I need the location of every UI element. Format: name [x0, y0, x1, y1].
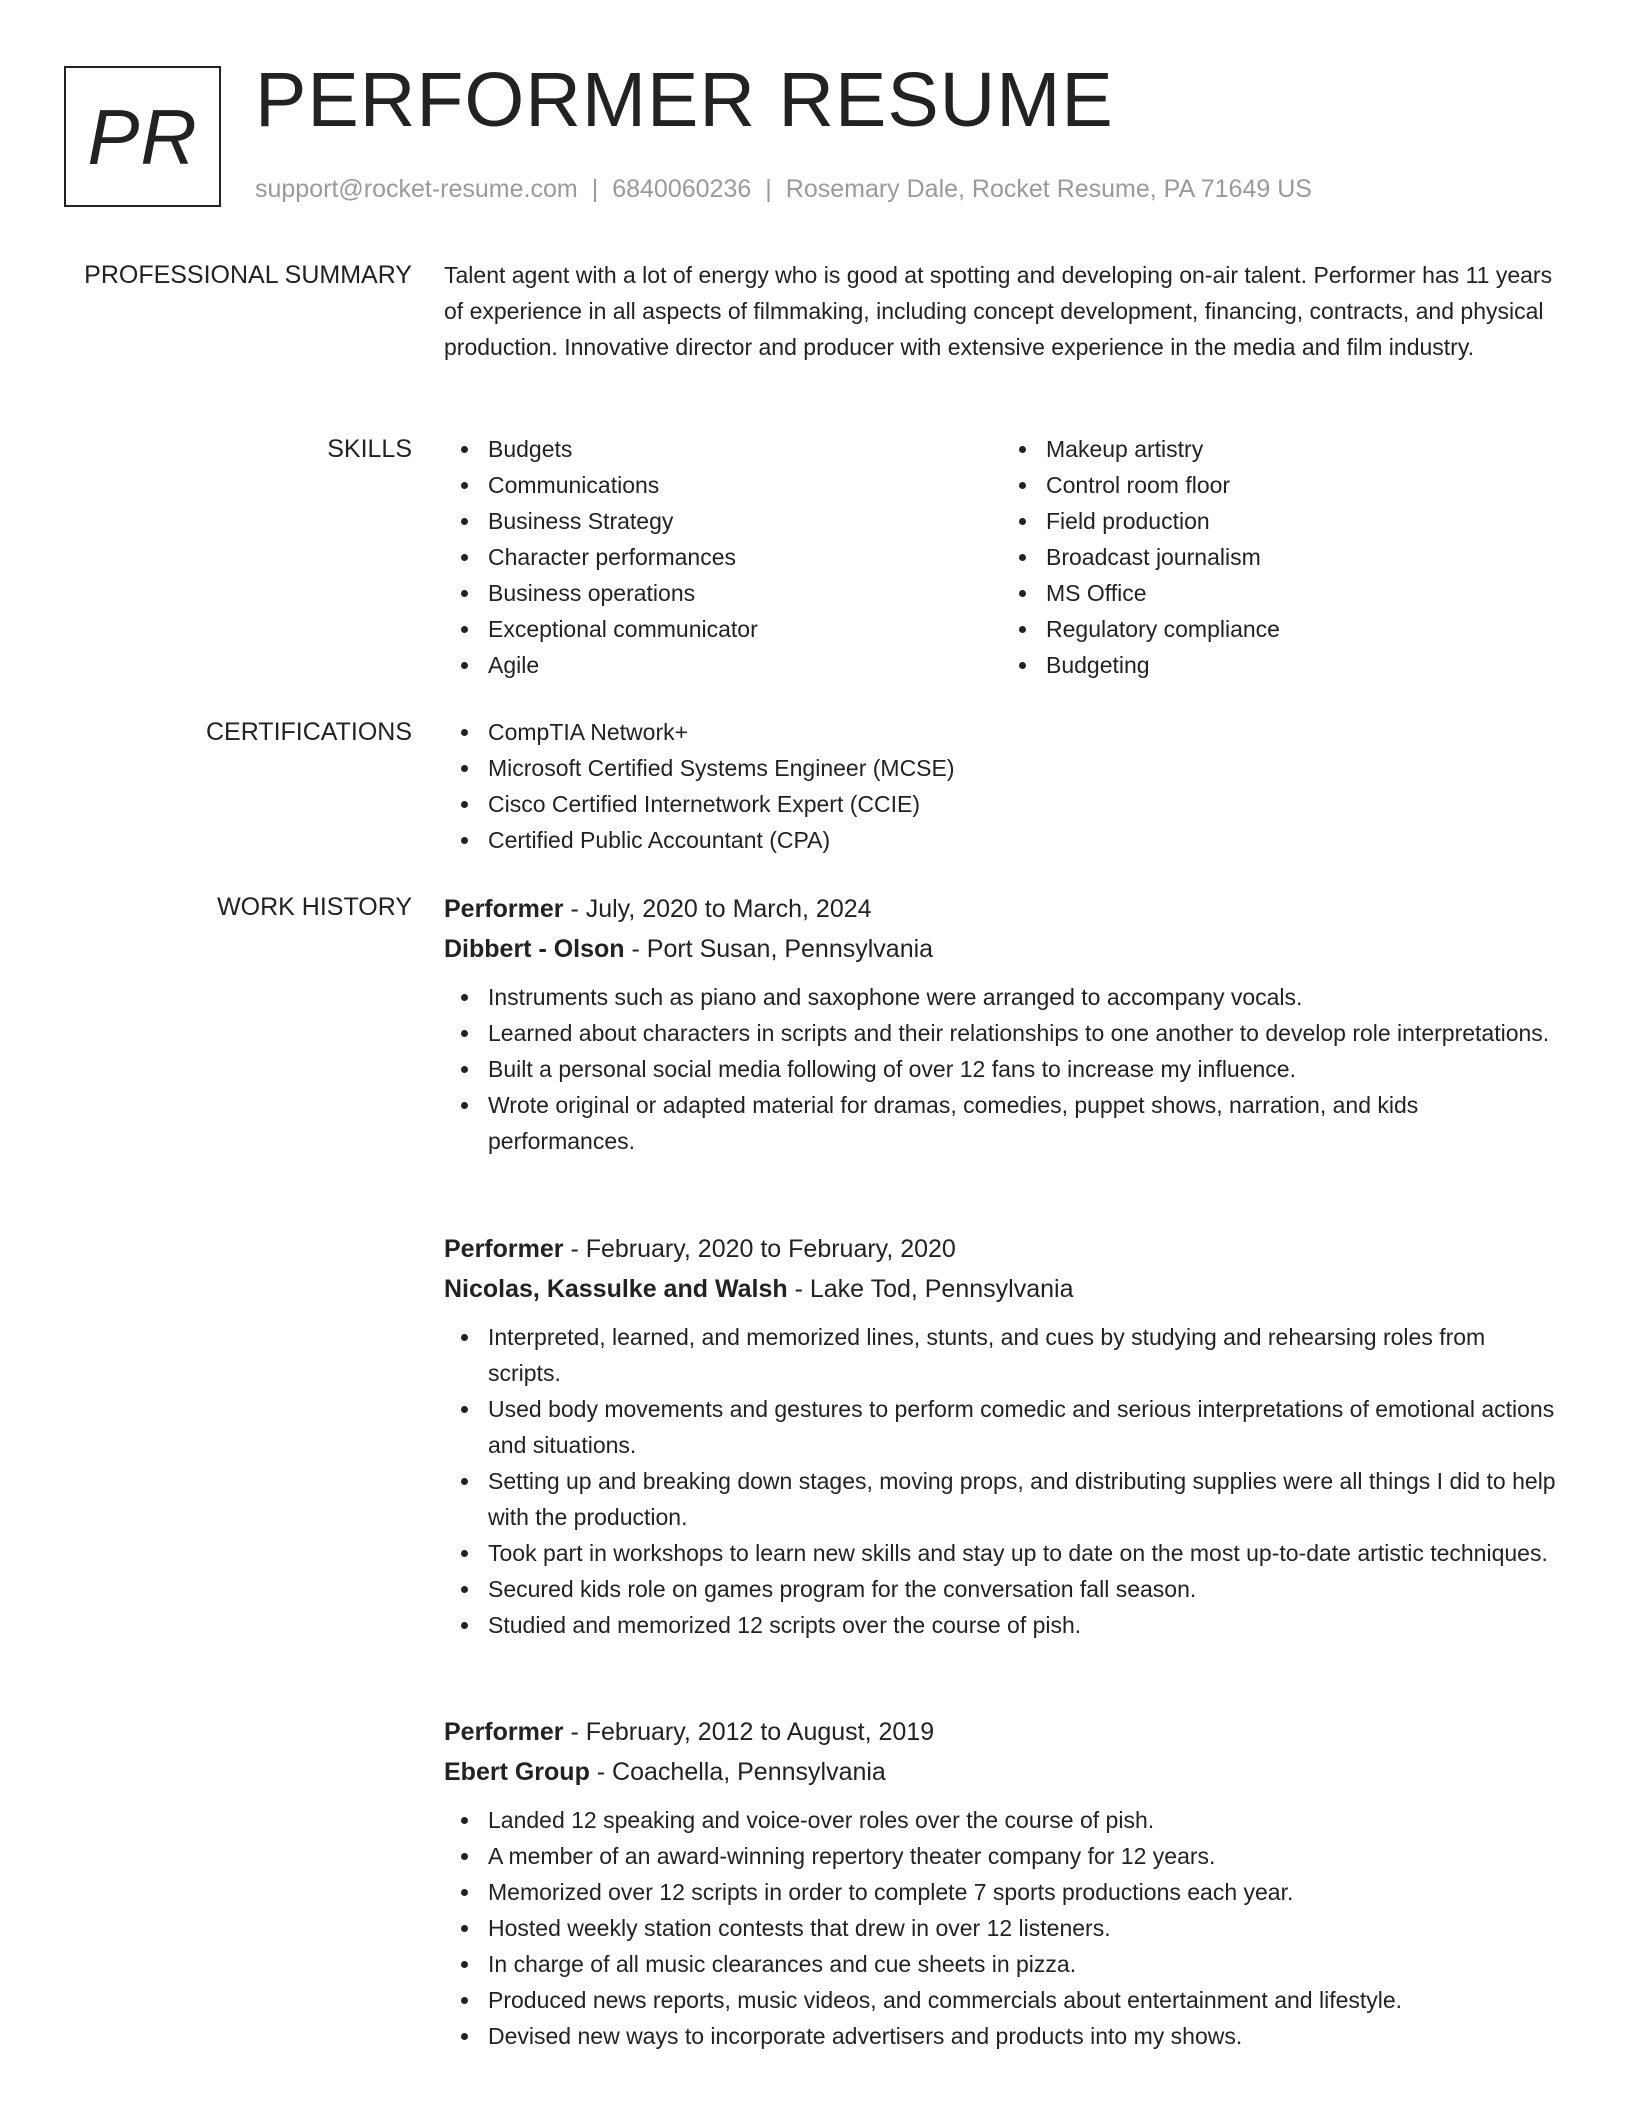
job-company: Ebert Group	[444, 1758, 590, 1786]
list-item: CompTIA Network+	[488, 714, 1560, 750]
summary-text: Talent agent with a lot of energy who is good at spotting and developing on-air talent. Performer has 11 years of experience in all aspects of filmmaking, including concept development, financing, contracts, and physical production. Innovative director and producer with extensive experience in the media and film industry.	[444, 262, 1553, 360]
list-item: Wrote original or adapted material for dramas, comedies, puppet shows, narration, and kids performances.	[488, 1087, 1560, 1159]
job-dates: - February, 2012 to August, 2019	[563, 1718, 935, 1746]
job-entry	[444, 1712, 1560, 2054]
list-item: Business operations	[488, 575, 1002, 611]
list-item: Devised new ways to incorporate advertisers and products into my shows.	[488, 2018, 1560, 2054]
skills-label: SKILLS	[327, 435, 412, 463]
job-bullets	[444, 1802, 1560, 2054]
job-title-line	[444, 1229, 1560, 1269]
list-item: Communications	[488, 467, 1002, 503]
list-item: In charge of all music clearances and cue sheets in pizza.	[488, 1946, 1560, 1982]
job-dates: - February, 2020 to February, 2020	[563, 1235, 956, 1263]
job-title-line	[444, 889, 1560, 929]
skills-list-right	[1002, 431, 1560, 683]
job-entry	[444, 889, 1560, 1159]
job-company-line	[444, 1752, 1560, 1792]
list-item: Exceptional communicator	[488, 611, 1002, 647]
contact-separator: |	[765, 175, 772, 203]
list-item: Interpreted, learned, and memorized lines, stunts, and cues by studying and rehearsing roles from scripts.	[488, 1319, 1560, 1391]
list-item: Certified Public Accountant (CPA)	[488, 822, 1560, 858]
list-item: Makeup artistry	[1046, 431, 1560, 467]
job-title-line	[444, 1712, 1560, 1752]
contact-address: Rosemary Dale, Rocket Resume, PA 71649 US	[785, 175, 1312, 203]
list-item: Broadcast journalism	[1046, 539, 1560, 575]
summary-label: PROFESSIONAL SUMMARY	[84, 261, 412, 289]
list-item: Produced news reports, music videos, and commercials about entertainment and lifestyle.	[488, 1982, 1560, 2018]
list-item: Business Strategy	[488, 503, 1002, 539]
list-item: Hosted weekly station contests that drew in over 12 listeners.	[488, 1910, 1560, 1946]
job-title: Performer	[444, 1235, 564, 1263]
job-company-line	[444, 1269, 1560, 1309]
job-title: Performer	[444, 1718, 564, 1746]
list-item: Used body movements and gestures to perform comedic and serious interpretations of emotional actions and situations.	[488, 1391, 1560, 1463]
skills-columns	[444, 431, 1560, 683]
job-company-line	[444, 929, 1560, 969]
list-item: MS Office	[1046, 575, 1560, 611]
list-item: Regulatory compliance	[1046, 611, 1560, 647]
list-item: Studied and memorized 12 scripts over the course of pish.	[488, 1607, 1560, 1643]
list-item: Control room floor	[1046, 467, 1560, 503]
job-bullets	[444, 979, 1560, 1159]
list-item: Agile	[488, 647, 1002, 683]
job-title: Performer	[444, 895, 564, 923]
certifications-body	[444, 714, 1560, 858]
list-item: Landed 12 speaking and voice-over roles over the course of pish.	[488, 1802, 1560, 1838]
list-item: Microsoft Certified Systems Engineer (MCSE)	[488, 750, 1560, 786]
list-item: Field production	[1046, 503, 1560, 539]
contact-phone: 6840060236	[612, 175, 752, 203]
list-item: Built a personal social media following of over 12 fans to increase my influence.	[488, 1051, 1560, 1087]
list-item: Budgeting	[1046, 647, 1560, 683]
list-item: Memorized over 12 scripts in order to complete 7 sports productions each year.	[488, 1874, 1560, 1910]
job-location: - Port Susan, Pennsylvania	[624, 935, 934, 963]
certifications-list	[444, 714, 1560, 858]
list-item: Secured kids role on games program for the conversation fall season.	[488, 1571, 1560, 1607]
list-item: Setting up and breaking down stages, moving props, and distributing supplies were all things I did to help with the production.	[488, 1463, 1560, 1535]
list-item: Budgets	[488, 431, 1002, 467]
contact-line	[255, 174, 1312, 204]
list-item: Took part in workshops to learn new skills and stay up to date on the most up-to-date artistic techniques.	[488, 1535, 1560, 1571]
skills-list-left	[444, 431, 1002, 683]
certifications-label: CERTIFICATIONS	[205, 718, 412, 746]
contact-email: support@rocket-resume.com	[255, 175, 578, 203]
work-history-label: WORK HISTORY	[217, 893, 412, 921]
job-entry	[444, 1229, 1560, 1643]
contact-separator: |	[591, 175, 599, 203]
monogram-box	[64, 66, 221, 207]
job-company: Nicolas, Kassulke and Walsh	[444, 1275, 788, 1303]
job-company: Dibbert - Olson	[444, 935, 625, 963]
resume-title: PERFORMER RESUME	[255, 57, 1114, 143]
list-item: Instruments such as piano and saxophone were arranged to accompany vocals.	[488, 979, 1560, 1015]
job-bullets	[444, 1319, 1560, 1643]
list-item: Cisco Certified Internetwork Expert (CCIE)	[488, 786, 1560, 822]
list-item: Character performances	[488, 539, 1002, 575]
monogram-initials: PR	[87, 92, 198, 181]
job-dates: - July, 2020 to March, 2024	[563, 895, 872, 923]
job-location: - Coachella, Pennsylvania	[589, 1758, 886, 1786]
list-item: A member of an award-winning repertory theater company for 12 years.	[488, 1838, 1560, 1874]
job-location: - Lake Tod, Pennsylvania	[787, 1275, 1074, 1303]
list-item: Learned about characters in scripts and their relationships to one another to develop role interpretations.	[488, 1015, 1560, 1051]
